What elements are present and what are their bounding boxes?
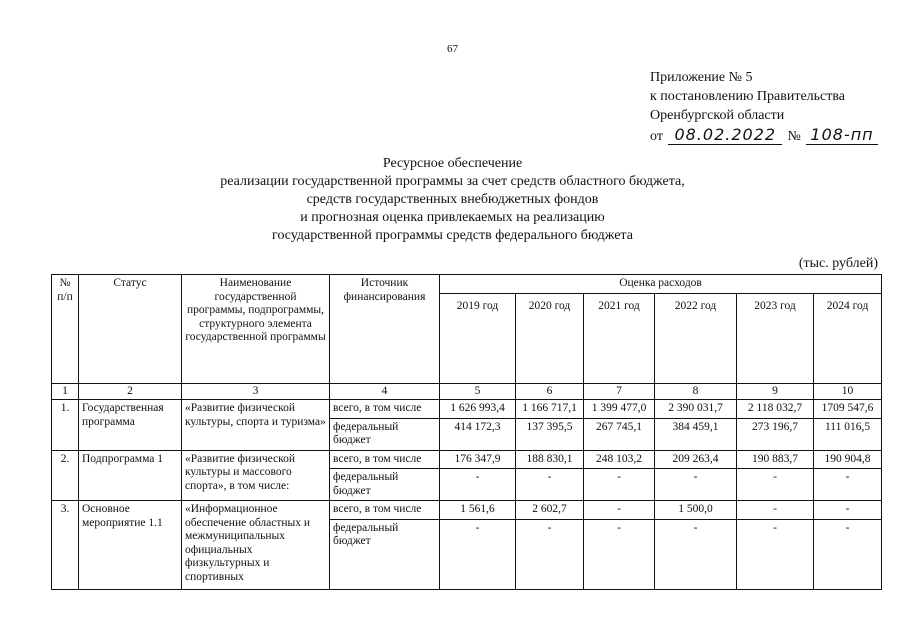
row-value-cell: 1 626 993,4	[440, 400, 516, 419]
row-status-cell: Подпрограмма 1	[79, 450, 182, 501]
appendix-line-2: к постановлению Правительства	[650, 89, 846, 104]
row-source-cell: федеральный бюджет	[330, 519, 440, 589]
date-prefix: от	[650, 129, 663, 144]
row-value-cell: -	[655, 469, 737, 501]
row-value-cell: 137 395,5	[516, 418, 584, 450]
column-index: 6	[516, 383, 584, 400]
row-value-cell: -	[737, 469, 814, 501]
number-prefix: №	[787, 129, 801, 144]
row-value-cell: -	[584, 519, 655, 589]
column-index: 8	[655, 383, 737, 400]
column-index-row	[52, 383, 882, 400]
row-value-cell: 2 118 032,7	[737, 400, 814, 419]
row-value-cell: -	[516, 469, 584, 501]
row-value-cell: 248 103,2	[584, 450, 655, 469]
header-year: 2021 год	[584, 293, 655, 383]
row-source-cell: всего, в том числе	[330, 400, 440, 419]
row-source-cell: федеральный бюджет	[330, 418, 440, 450]
row-source-cell: всего, в том числе	[330, 501, 440, 520]
header-year: 2024 год	[814, 293, 882, 383]
row-value-cell: 188 830,1	[516, 450, 584, 469]
row-value-cell: 1709 547,6	[814, 400, 882, 419]
column-index: 3	[182, 383, 330, 400]
header-num: № п/п	[52, 275, 79, 384]
row-value-cell: 267 745,1	[584, 418, 655, 450]
row-value-cell: 176 347,9	[440, 450, 516, 469]
header-year: 2019 год	[440, 293, 516, 383]
row-value-cell: 273 196,7	[737, 418, 814, 450]
handwritten-number: 108-пп	[806, 125, 877, 145]
column-index: 10	[814, 383, 882, 400]
row-number-cell: 2.	[52, 450, 79, 501]
appendix-block	[650, 68, 878, 146]
row-name-cell: «Развитие физической культуры и массового спорта», в том числе:	[182, 450, 330, 501]
row-value-cell: -	[584, 501, 655, 520]
header-status: Статус	[79, 275, 182, 384]
column-index: 2	[79, 383, 182, 400]
table-row	[52, 450, 882, 469]
row-status-cell: Государственная программа	[79, 400, 182, 451]
column-index: 5	[440, 383, 516, 400]
row-value-cell: -	[814, 519, 882, 589]
row-name-cell: «Информационное обеспечение областных и межмуниципальных официальных физкультурных и спортивных	[182, 501, 330, 590]
column-index: 9	[737, 383, 814, 400]
row-value-cell: 111 016,5	[814, 418, 882, 450]
document-title	[0, 155, 905, 245]
row-value-cell: 190 883,7	[737, 450, 814, 469]
row-number-cell: 1.	[52, 400, 79, 451]
title-line-2: реализации государственной программы за счет средств областного бюджета,	[220, 174, 685, 189]
row-value-cell: 190 904,8	[814, 450, 882, 469]
table-row	[52, 400, 882, 419]
row-value-cell: 1 166 717,1	[516, 400, 584, 419]
row-value-cell: 2 602,7	[516, 501, 584, 520]
appendix-date-line	[650, 125, 878, 146]
row-status-cell: Основное мероприятие 1.1	[79, 501, 182, 590]
row-name-cell: «Развитие физической культуры, спорта и туризма»	[182, 400, 330, 451]
header-year: 2022 год	[655, 293, 737, 383]
header-source: Источник финансирования	[330, 275, 440, 384]
row-value-cell: -	[814, 501, 882, 520]
row-value-cell: 209 263,4	[655, 450, 737, 469]
row-value-cell: -	[737, 519, 814, 589]
table-row	[52, 501, 882, 520]
column-index: 4	[330, 383, 440, 400]
column-index: 1	[52, 383, 79, 400]
row-value-cell: 1 561,6	[440, 501, 516, 520]
appendix-line-1: Приложение № 5	[650, 70, 753, 85]
row-value-cell: -	[655, 519, 737, 589]
units-label: (тыс. рублей)	[798, 256, 878, 271]
row-value-cell: 384 459,1	[655, 418, 737, 450]
header-name: Наименование государственной программы, подпрограммы, структурного элемента государственной программы	[182, 275, 330, 384]
row-value-cell: 414 172,3	[440, 418, 516, 450]
header-year: 2023 год	[737, 293, 814, 383]
row-value-cell: -	[440, 469, 516, 501]
row-source-cell: федеральный бюджет	[330, 469, 440, 501]
header-year: 2020 год	[516, 293, 584, 383]
header-row	[52, 275, 882, 294]
row-value-cell: 1 500,0	[655, 501, 737, 520]
column-index: 7	[584, 383, 655, 400]
row-number-cell: 3.	[52, 501, 79, 590]
header-estimate: Оценка расходов	[440, 275, 882, 294]
title-line-1: Ресурсное обеспечение	[382, 156, 523, 171]
title-line-4: и прогнозная оценка привлекаемых на реализацию	[300, 210, 605, 225]
appendix-line-3: Оренбургской области	[650, 108, 785, 123]
row-value-cell: -	[584, 469, 655, 501]
row-value-cell: 1 399 477,0	[584, 400, 655, 419]
row-value-cell: -	[516, 519, 584, 589]
row-value-cell: 2 390 031,7	[655, 400, 737, 419]
row-source-cell: всего, в том числе	[330, 450, 440, 469]
title-line-5: государственной программы средств федерального бюджета	[272, 228, 633, 243]
resource-table	[51, 274, 882, 590]
handwritten-date: 08.02.2022	[668, 125, 782, 145]
row-value-cell: -	[814, 469, 882, 501]
row-value-cell: -	[737, 501, 814, 520]
row-value-cell: -	[440, 519, 516, 589]
page-number: 67	[447, 43, 458, 55]
title-line-3: средств государственных внебюджетных фондов	[306, 192, 599, 207]
